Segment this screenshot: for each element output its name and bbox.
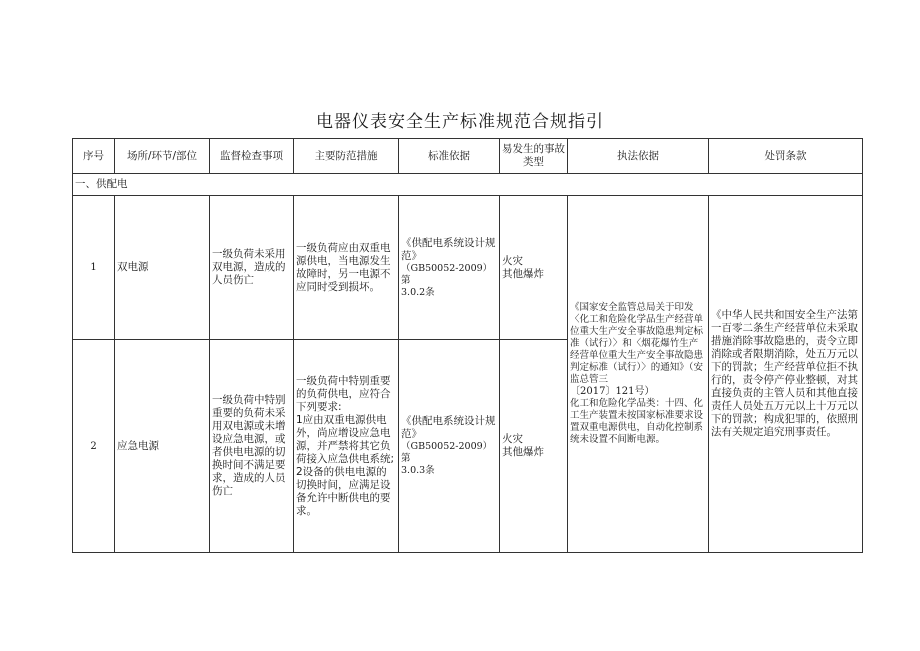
standard-code: （GB50052-2009）第 — [401, 262, 493, 286]
section-title: 一、供配电 — [73, 174, 863, 196]
measure-point-1: 1应由双重电源供电外，尚应增设应急电源，并严禁将其它负荷接入应急供电系统; — [296, 413, 395, 465]
header-law: 执法依据 — [568, 139, 709, 174]
row-no: 1 — [73, 196, 115, 340]
law-part1: 《国家安全监管总局关于印发〈化工和危险化学品生产经营单位重大生产安全事故隐患判定标准（试行）〉和〈烟花爆竹生产经营单位重大生产安全事故隐患判定标准（试行）〉的通知》（安监总管三 — [570, 302, 704, 385]
standard-clause: 3.0.3条 — [401, 465, 435, 476]
row-law — [568, 196, 709, 553]
law-part2: 〔2017〕121号） — [570, 386, 655, 397]
row-item: 一级负荷中特别重要的负荷未采用双电源或未增设应急电源，或者供电电源的切换时间不满足要求，造成的人员伤亡 — [210, 340, 294, 553]
header-penalty: 处罚条款 — [709, 139, 863, 174]
row-standard — [399, 196, 500, 340]
header-place: 场所/环节/部位 — [115, 139, 210, 174]
section-row — [73, 174, 863, 196]
row-no: 2 — [73, 340, 115, 553]
standard-code: （GB50052-2009）第 — [401, 441, 493, 464]
header-item: 监督检查事项 — [210, 139, 294, 174]
row-place: 双电源 — [115, 196, 210, 340]
row-accident: 火灾 其他爆炸 — [500, 340, 568, 553]
measure-point-2: 2设备的供电电源的切换时间，应满足设备允许中断供电的要求。 — [296, 465, 391, 517]
standard-title: 《供配电系统设计规范》 — [401, 415, 496, 440]
row-measure — [294, 340, 399, 553]
measure-intro: 一级负荷中特别重要的负荷供电，应符合下列要求: — [296, 374, 391, 413]
header-accident: 易发生的事故类型 — [500, 139, 568, 174]
row-place: 应急电源 — [115, 340, 210, 553]
row-penalty: 《中华人民共和国安全生产法第一百零二条生产经营单位未采取措施消除事故隐患的，责令立即消除或者限期消除，处五万元以下的罚款；生产经营单位拒不执行的，责令停产停业整顿，对其直接负责的主管人员和其他直接责任人员处五万元以上十万元以下的罚款；构成犯罪的，依照刑法有关规定追究刑事责任。 — [709, 196, 863, 553]
header-no: 序号 — [73, 139, 115, 174]
header-row — [73, 139, 863, 174]
table-row — [73, 196, 863, 340]
law-part3: 化工和危险化学品类：十四、化工生产装置未按国家标准要求设置双重电源供电，自动化控制系统未设置不间断电源。 — [570, 398, 704, 445]
standard-title: 《供配电系统设计规范》 — [401, 236, 496, 262]
compliance-table — [72, 138, 863, 553]
standard-clause: 3.0.2条 — [401, 286, 435, 298]
row-item: 一级负荷未采用双电源，造成的人员伤亡 — [210, 196, 294, 340]
page-title: 电器仪表安全生产标准规范合规指引 — [316, 112, 604, 132]
row-standard — [399, 340, 500, 553]
header-standard: 标准依据 — [399, 139, 500, 174]
row-measure: 一级负荷应由双重电源供电，当电源发生故障时，另一电源不应同时受到损坏。 — [294, 196, 399, 340]
row-accident: 火灾 其他爆炸 — [500, 196, 568, 340]
header-measure: 主要防范措施 — [294, 139, 399, 174]
